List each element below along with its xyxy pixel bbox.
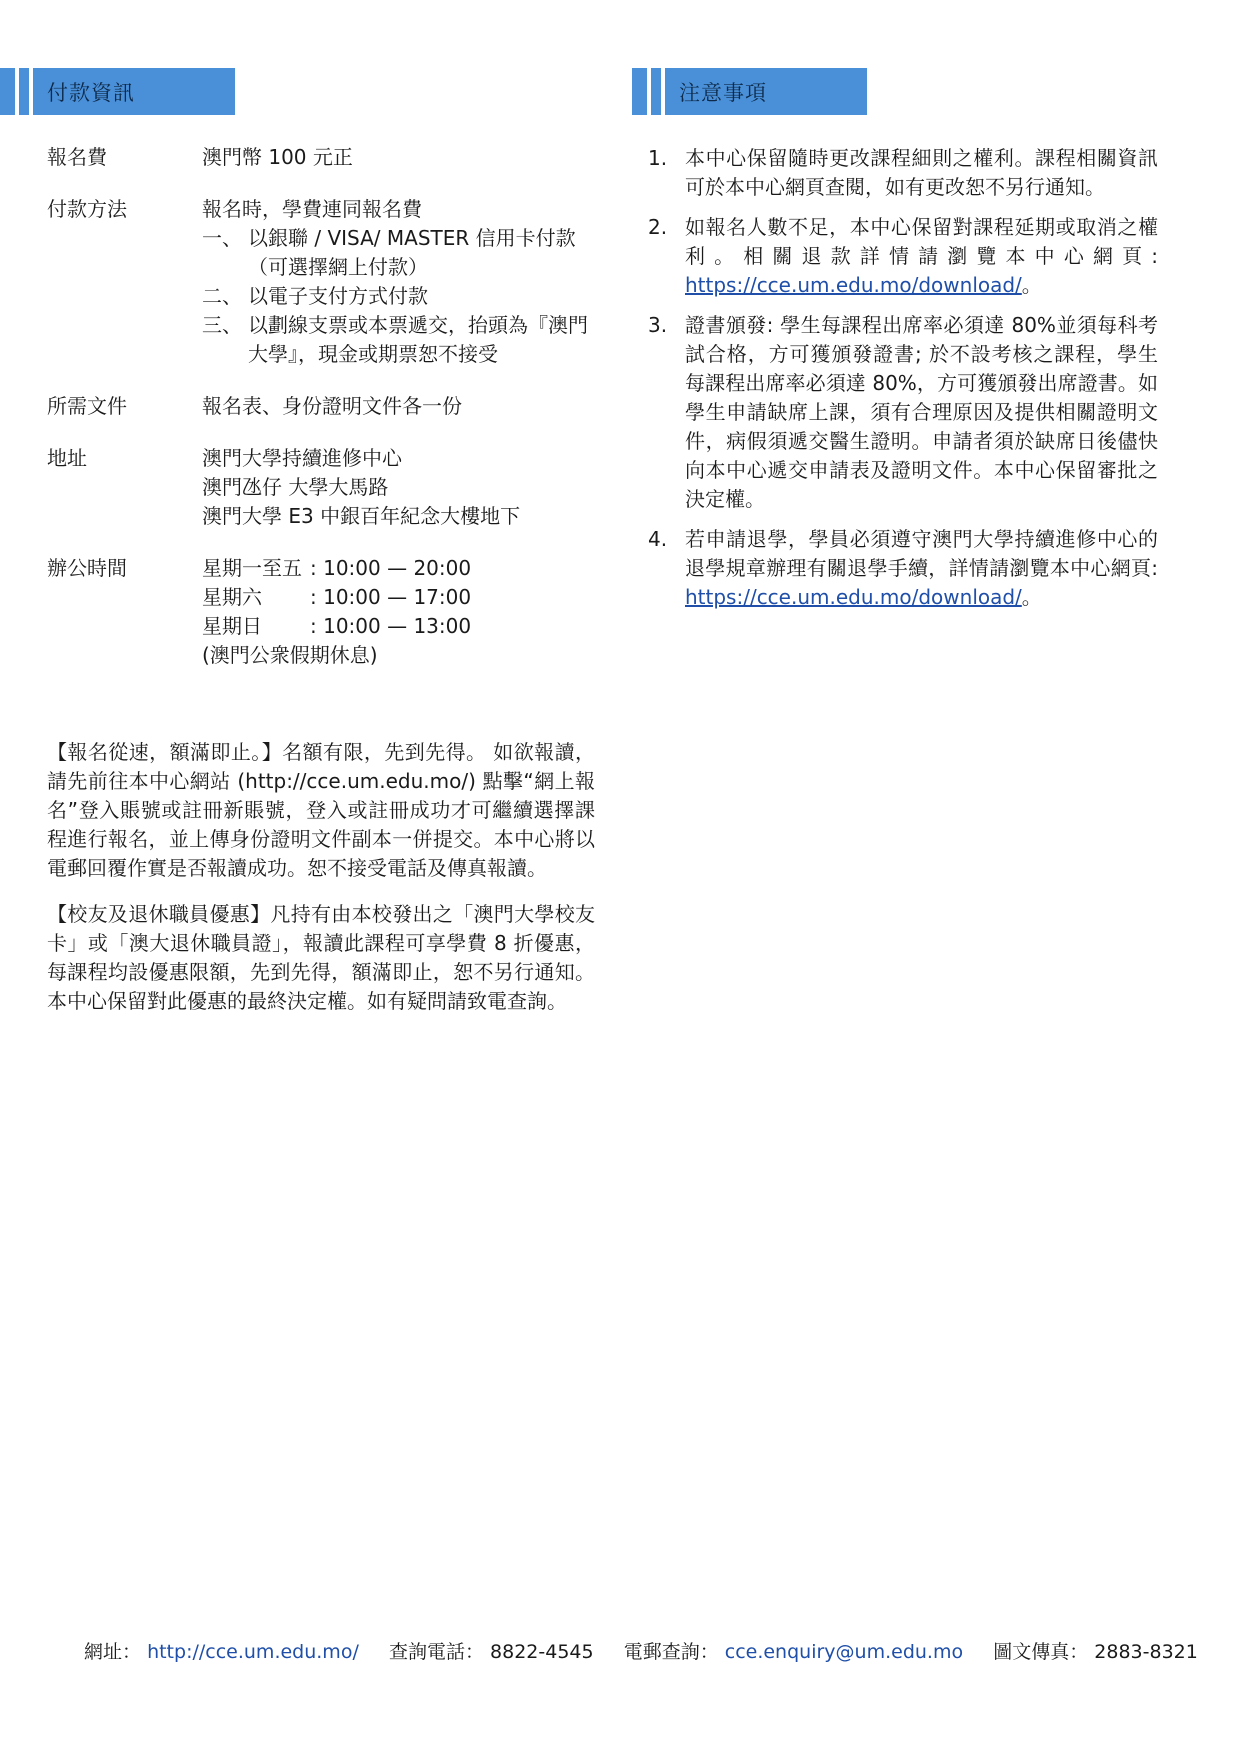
note-suffix: 。 bbox=[1021, 273, 1042, 297]
address-line: 澳門大學 E3 中銀百年紀念大樓地下 bbox=[202, 504, 521, 528]
hours-row bbox=[202, 612, 597, 641]
hours-time: : 10:00 — 20:00 bbox=[310, 556, 472, 580]
note-item bbox=[648, 311, 1158, 514]
office-hours-value bbox=[202, 554, 597, 670]
fee-value: 澳門幣 100 元正 bbox=[202, 145, 353, 169]
hours-note: (澳門公衆假期休息) bbox=[202, 643, 378, 667]
header-accent-bar bbox=[19, 68, 29, 115]
payment-method-label: 付款方法 bbox=[47, 197, 127, 221]
phone-value: 8822-4545 bbox=[490, 1641, 594, 1663]
hours-time: : 10:00 — 17:00 bbox=[310, 585, 472, 609]
note-text-body: 若申請退學，學員必須遵守澳門大學持續進修中心的退學規章辦理有關退學手續，詳情請瀏覽本中心網頁: bbox=[685, 527, 1158, 580]
payment-item-number: 二、 bbox=[202, 284, 242, 308]
fax-label: 圖文傳真： bbox=[993, 1641, 1089, 1663]
payment-info bbox=[47, 143, 597, 693]
header-accent-bar bbox=[632, 68, 647, 115]
documents-row bbox=[47, 392, 597, 421]
footer-contact bbox=[84, 1637, 1198, 1667]
website-label: 網址： bbox=[84, 1641, 142, 1663]
address-row bbox=[47, 444, 597, 531]
hours-row bbox=[202, 554, 597, 583]
hours-day: 星期六 bbox=[202, 585, 262, 609]
fee-row bbox=[47, 143, 597, 172]
address-line: 澳門氹仔 大學大馬路 bbox=[202, 475, 389, 499]
documents-label: 所需文件 bbox=[47, 394, 127, 418]
website-link[interactable]: http://cce.um.edu.mo/ bbox=[147, 1641, 359, 1663]
header-box bbox=[33, 68, 235, 115]
notes-list bbox=[648, 144, 1158, 623]
note-number: 4. bbox=[648, 527, 668, 551]
email-label: 電郵查詢： bbox=[623, 1641, 719, 1663]
office-hours-row bbox=[47, 554, 597, 670]
fee-label: 報名費 bbox=[47, 145, 107, 169]
header-box bbox=[665, 68, 867, 115]
registration-paragraphs bbox=[47, 738, 595, 1033]
note-item bbox=[648, 525, 1158, 612]
download-link[interactable]: https://cce.um.edu.mo/download/ bbox=[685, 585, 1022, 609]
address-value bbox=[202, 444, 597, 531]
phone-label: 查詢電話： bbox=[388, 1641, 484, 1663]
section-title: 注意事項 bbox=[679, 80, 767, 105]
hours-day: 星期日 bbox=[202, 614, 262, 638]
payment-item bbox=[202, 224, 597, 282]
note-suffix: 。 bbox=[1021, 585, 1042, 609]
fax-value: 2883-8321 bbox=[1094, 1641, 1198, 1663]
payment-item bbox=[202, 311, 597, 369]
office-hours-label: 辦公時間 bbox=[47, 556, 127, 580]
payment-intro: 報名時，學費連同報名費 bbox=[202, 197, 422, 221]
note-text bbox=[685, 525, 1158, 612]
payment-item-number: 一、 bbox=[202, 226, 242, 250]
email-link[interactable]: cce.enquiry@um.edu.mo bbox=[724, 1641, 964, 1663]
download-link[interactable]: https://cce.um.edu.mo/download/ bbox=[685, 273, 1022, 297]
note-number: 3. bbox=[648, 313, 668, 337]
note-text bbox=[685, 213, 1158, 300]
hours-time: : 10:00 — 13:00 bbox=[310, 614, 472, 638]
payment-item-number: 三、 bbox=[202, 313, 242, 337]
note-item bbox=[648, 144, 1158, 202]
address-line: 澳門大學持續進修中心 bbox=[202, 446, 402, 470]
payment-method-value bbox=[202, 195, 597, 369]
payment-item bbox=[202, 282, 597, 311]
section-title: 付款資訊 bbox=[47, 80, 135, 105]
header-accent-bar bbox=[0, 68, 15, 115]
note-number: 1. bbox=[648, 146, 668, 170]
address-label: 地址 bbox=[47, 446, 87, 470]
header-accent-bar bbox=[651, 68, 661, 115]
payment-item-text: 以電子支付方式付款 bbox=[248, 284, 428, 308]
note-text-body: 如報名人數不足，本中心保留對課程延期或取消之權利。相關退款詳情請瀏覽本中心網頁: bbox=[685, 215, 1158, 268]
note-text: 證書頒發: 學生每課程出席率必須達 80%並須每科考試合格，方可獲頒發證書; 於不設考核之課程，學生每課程出席率必須達 80%，方可獲頒發出席證書。如學生申請缺席上課，須有合理原因及提供相關證明文件，病假須遞交醫生證明。申請者須於缺席日後儘快向本中心遞交申請表及證明文件。本中心保留審批之決定權。 bbox=[685, 313, 1158, 511]
hours-row bbox=[202, 583, 597, 612]
payment-item-text: 以銀聯 / VISA/ MASTER 信用卡付款（可選擇網上付款） bbox=[248, 226, 576, 279]
documents-value: 報名表、身份證明文件各一份 bbox=[202, 394, 462, 418]
payment-item-text: 以劃線支票或本票遞交，抬頭為『澳門大學』，現金或期票恕不接受 bbox=[248, 313, 588, 366]
note-number: 2. bbox=[648, 215, 668, 239]
hours-day: 星期一至五 bbox=[202, 556, 302, 580]
note-item bbox=[648, 213, 1158, 300]
note-text: 本中心保留隨時更改課程細則之權利。課程相關資訊可於本中心網頁查閱，如有更改恕不另行通知。 bbox=[685, 146, 1158, 199]
alumni-discount-paragraph: 【校友及退休職員優惠】凡持有由本校發出之「澳門大學校友卡」或「澳大退休職員證」，報讀此課程可享學費 8 折優惠，每課程均設優惠限額，先到先得，額滿即止，恕不另行通知。本中心保留對此優惠的最終決定權。如有疑問請致電查詢。 bbox=[47, 902, 595, 1013]
payment-method-row bbox=[47, 195, 597, 369]
registration-paragraph: 【報名從速，額滿即止。】名額有限，先到先得。 如欲報讀，請先前往本中心網站 (http://cce.um.edu.mo/) 點擊“網上報名”登入賬號或註冊新賬號，登入或註冊成功才可繼續選擇課程進行報名，並上傳身份證明文件副本一併提交。本中心將以電郵回覆作實是否報讀成功。恕不接受電話及傳真報讀。 bbox=[47, 740, 595, 880]
